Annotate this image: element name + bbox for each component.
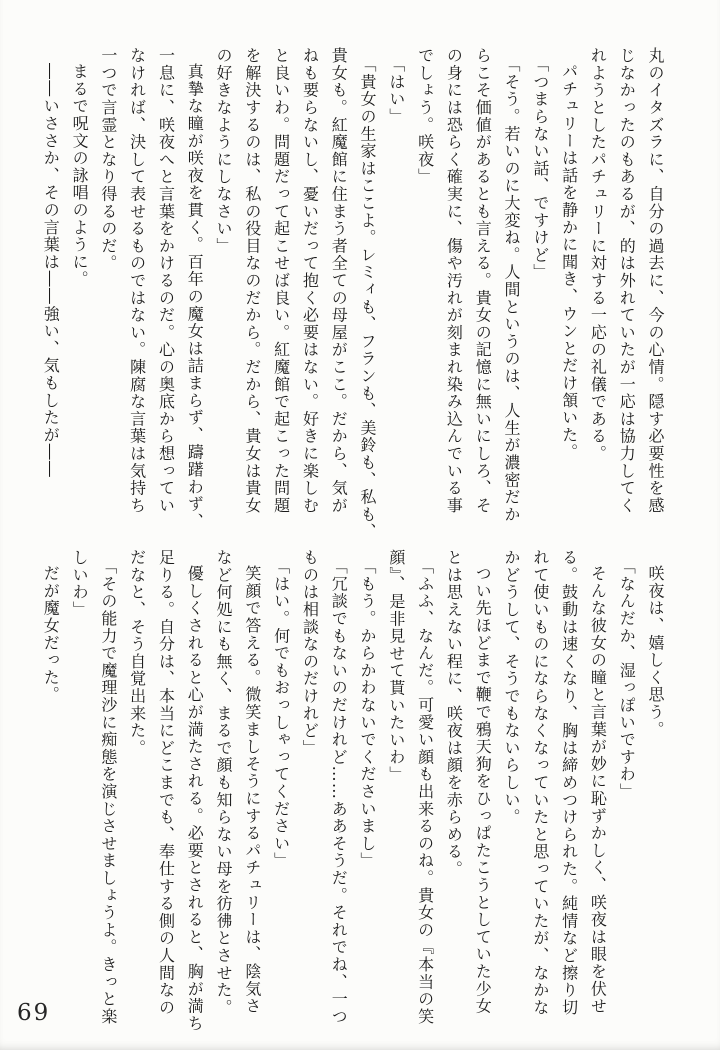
text-line: つい先ほどまで鞭で鴉天狗をひっぱたこうとしていた少女 <box>473 565 493 1015</box>
text-line: 「はい。何でもおっしゃってください」 <box>271 557 291 870</box>
text-line: 顔』、是非見せて貰いたいわ」 <box>386 549 406 784</box>
text-band-upper <box>33 47 669 541</box>
text-line: 「貴女の生家はここよ。レミィも、フランも、美鈴も、私も、 <box>358 55 378 541</box>
text-line: 「冗談でもないのだけれど……ああそうだ。それでね、一つ <box>329 557 349 1025</box>
text-line: れて使いものにならなくなっていたと思っていたが、なかな <box>530 549 550 1017</box>
page-number: 69 <box>17 1000 51 1026</box>
text-line: を解決するのは、私の役目なのだから。だから、貴女は貴女 <box>242 47 262 515</box>
text-line: そんな彼女の瞳と言葉が妙に恥ずかしく、咲夜は眼を伏せ <box>588 565 608 1015</box>
text-line: じなかったのもあるが、的は外れていたが一応は協力してく <box>617 47 637 515</box>
text-line: 「ふふ、なんだ。可愛い顔も出来るのね。貴女の『本当の笑 <box>415 557 435 1025</box>
text-line: 「そう。若いのに大変ね。人間というのは、人生が濃密だか <box>502 55 522 523</box>
text-line: 「もう。からかわないでくださいまし」 <box>358 557 378 870</box>
text-line: 「はい」 <box>386 55 406 125</box>
text-line: 「その能力で魔理沙に痴態を演じさせましょうよ。きっと楽 <box>98 557 118 1025</box>
text-line: 一つで言霊となり得るのだ。 <box>98 47 118 272</box>
text-line: ものは相談なのだけれど」 <box>300 549 320 757</box>
text-line: まるで呪文の詠唱のように。 <box>70 63 90 288</box>
text-line: ねも要らないし、憂いだって抱く必要はない。好きに楽しむ <box>300 47 320 515</box>
text-line: かどうして、そうでもないらしい。 <box>502 549 522 826</box>
text-line: パチュリーは話を静かに聞き、ウンとだけ頷いた。 <box>559 63 579 461</box>
text-line: 「なんだか、湿っぽいですわ」 <box>617 557 637 800</box>
text-line: 咲夜は、嬉しく思う。 <box>646 565 665 738</box>
text-line: らこそ価値があるとも言える。貴女の記憶に無いにしろ、そ <box>473 47 493 515</box>
text-line: でしょう。咲夜」 <box>415 47 435 186</box>
text-line: れようとしたパチュリーに対する一応の礼儀である。 <box>588 47 608 463</box>
text-line: 笑顔で答える。微笑ましそうにするパチュリーは、陰気さ <box>242 565 262 1015</box>
text-line: 真摯な瞳が咲夜を貫く。百年の魔女は詰まらず、躊躇わず、 <box>185 63 205 531</box>
text-band-lower <box>33 549 669 1031</box>
text-line: とは思えない程に、咲夜は顔を赤らめる。 <box>444 549 464 878</box>
text-line: なければ、決して表せるものではない。陳腐な言葉は気持ち <box>127 47 147 515</box>
text-line: 「つまらない話、ですけど」 <box>530 55 550 281</box>
text-line: る。鼓動は速くなり、胸は締めつけられた。純情など擦り切 <box>559 549 579 1017</box>
text-line: だなと、そう自覚出来た。 <box>127 549 147 757</box>
text-line: など何処にも無く、まるで顔も知らない母を彷彿とさせた。 <box>214 549 234 1017</box>
text-line: と良いわ。問題だって起こせば良い。紅魔館で起こった問題 <box>271 47 291 515</box>
text-line: 丸のイタズラに、自分の過去に、今の心情。隠す必要性を感 <box>646 47 665 515</box>
text-line: だが魔女だった。 <box>41 565 61 704</box>
text-line: の身には恐らく確実に、傷や汚れが刻まれ染み込んでいる事 <box>444 47 464 515</box>
text-line: しいわ」 <box>70 549 90 619</box>
text-line: 優しくされると心が満たされる。必要とされると、胸が満ち <box>185 565 205 1033</box>
text-line: 一息に、咲夜へと言葉をかけるのだ。心の奥底から想ってい <box>156 47 176 515</box>
text-line: 貴女も。紅魔館に住まう者全ての母屋がここ。だから、気が <box>329 47 349 515</box>
text-line: ――いささか、その言葉は――強い、気もしたが―― <box>41 63 61 479</box>
text-line: の好きなようにしなさい」 <box>214 47 234 255</box>
text-line: 足りる。自分は、本当にどこまでも、奉仕する側の人間なの <box>156 549 176 1017</box>
